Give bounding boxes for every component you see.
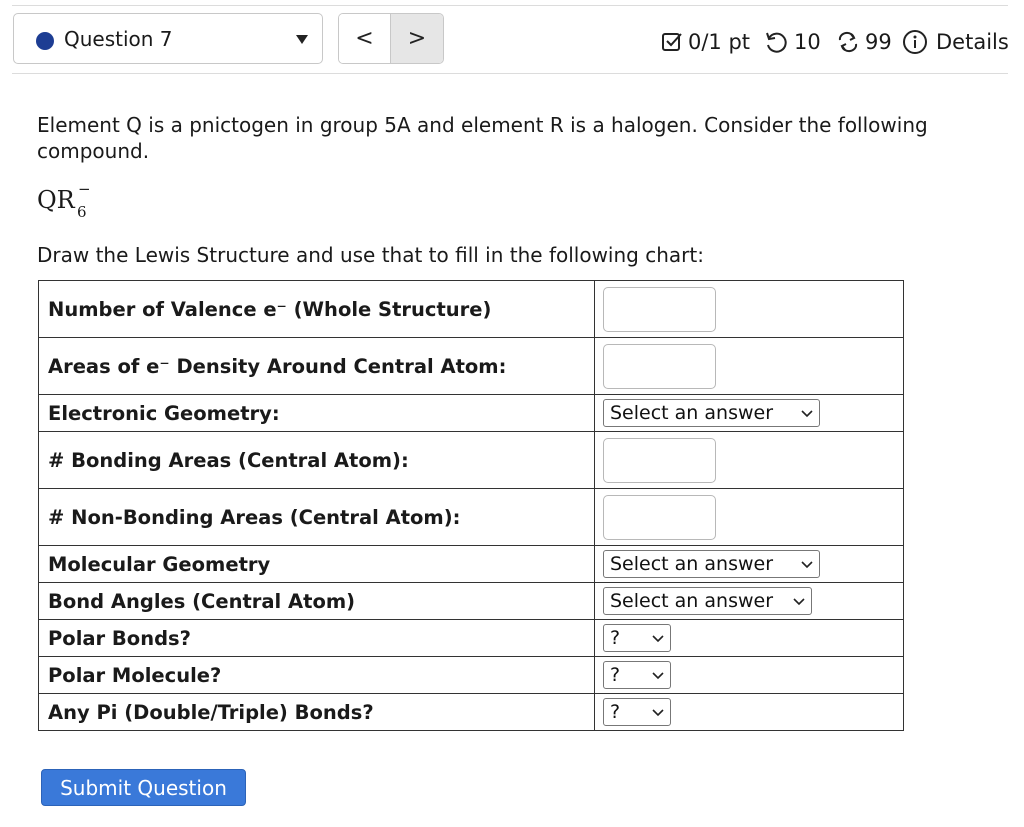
- answer-chart: [38, 280, 904, 731]
- score-text: 0/1 pt: [688, 30, 751, 54]
- row-label: # Non-Bonding Areas (Central Atom):: [39, 489, 595, 546]
- table-row: [39, 694, 904, 731]
- row-label: Molecular Geometry: [39, 546, 595, 583]
- details-label: Details: [936, 30, 1009, 54]
- bond-angles-select[interactable]: [603, 587, 812, 615]
- valence-electrons-input[interactable]: [603, 287, 716, 332]
- row-label: Electronic Geometry:: [39, 395, 595, 432]
- caret-down-icon: [296, 35, 308, 44]
- row-label: Polar Molecule?: [39, 657, 595, 694]
- table-row: [39, 281, 904, 338]
- score-display: [661, 27, 750, 57]
- polar-molecule-select[interactable]: [603, 661, 671, 689]
- chevron-down-icon: [793, 595, 805, 607]
- formula-base: QR: [37, 186, 75, 214]
- submit-question-button[interactable]: Submit Question: [41, 769, 246, 806]
- electronic-geometry-select[interactable]: [603, 399, 820, 427]
- select-value: Select an answer: [610, 402, 774, 424]
- row-label: Any Pi (Double/Triple) Bonds?: [39, 694, 595, 731]
- select-value: Select an answer: [610, 553, 774, 575]
- non-bonding-areas-input[interactable]: [603, 495, 716, 540]
- info-icon: [902, 29, 928, 55]
- select-value: ?: [610, 664, 621, 686]
- molecular-geometry-select[interactable]: [603, 550, 820, 578]
- table-row: [39, 546, 904, 583]
- formula-subscript: 6: [77, 203, 87, 221]
- chevron-down-icon: [652, 706, 664, 718]
- row-label: Number of Valence e⁻ (Whole Structure): [39, 281, 595, 338]
- polar-bonds-select[interactable]: [603, 624, 671, 652]
- chevron-down-icon: [652, 632, 664, 644]
- table-row: [39, 338, 904, 395]
- table-row: [39, 395, 904, 432]
- pi-bonds-select[interactable]: [603, 698, 671, 726]
- row-label: Polar Bonds?: [39, 620, 595, 657]
- question-status-dot: [36, 32, 54, 50]
- select-value: ?: [610, 701, 621, 723]
- retries-display: [836, 27, 892, 57]
- row-label: Areas of e⁻ Density Around Central Atom:: [39, 338, 595, 395]
- retries-count: 99: [865, 30, 892, 54]
- chevron-down-icon: [801, 407, 813, 419]
- instruction-text: Draw the Lewis Structure and use that to fill in the following chart:: [37, 243, 704, 267]
- chevron-down-icon: [652, 669, 664, 681]
- header-divider: [12, 73, 1008, 74]
- question-selector[interactable]: [13, 13, 323, 64]
- checkbox-icon: [661, 31, 683, 53]
- electron-density-areas-input[interactable]: [603, 344, 716, 389]
- next-question-button[interactable]: >: [390, 14, 443, 63]
- row-label: # Bonding Areas (Central Atom):: [39, 432, 595, 489]
- question-prompt: Element Q is a pnictogen in group 5A and element R is a halogen. Consider the following compound.: [37, 113, 928, 163]
- table-row: [39, 489, 904, 546]
- details-button[interactable]: [902, 27, 1009, 57]
- undo-icon: [764, 30, 788, 54]
- retry-icon: [836, 30, 860, 54]
- formula-charge: −: [78, 180, 91, 198]
- bonding-areas-input[interactable]: [603, 438, 716, 483]
- table-row: [39, 657, 904, 694]
- table-row: [39, 432, 904, 489]
- top-divider: [12, 5, 1008, 6]
- chevron-down-icon: [801, 558, 813, 570]
- row-label: Bond Angles (Central Atom): [39, 583, 595, 620]
- question-nav: [338, 13, 444, 64]
- previous-question-button[interactable]: <: [339, 14, 390, 63]
- attempts-count: 10: [794, 30, 821, 54]
- question-label: Question 7: [64, 27, 173, 51]
- table-row: [39, 583, 904, 620]
- select-value: ?: [610, 627, 621, 649]
- select-value: Select an answer: [610, 590, 774, 612]
- compound-formula: [37, 180, 91, 221]
- attempts-display: [764, 27, 821, 57]
- table-row: [39, 620, 904, 657]
